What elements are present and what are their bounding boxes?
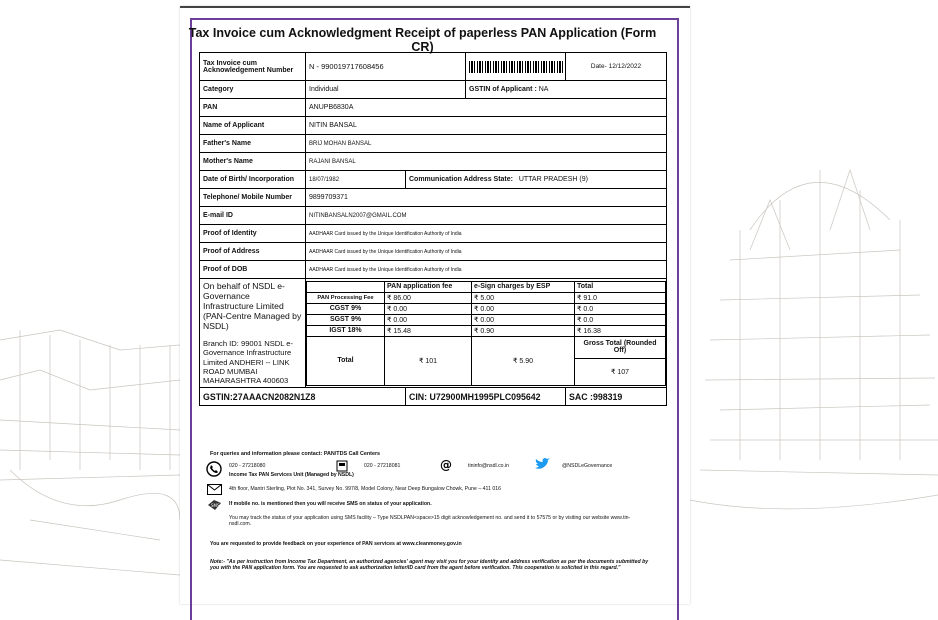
feedback-text: You are requested to provide feedback on your experience of PAN services at www.cleanmoney.gov.in (210, 541, 462, 547)
fee-row-pan: ₹ 15.48 (385, 325, 472, 336)
fee-row-total: ₹ 0.0 (575, 303, 666, 314)
twitter-handle: @NSDLeGovernance (562, 463, 613, 469)
barcode (466, 53, 566, 81)
fee-header-row (307, 281, 666, 292)
invoice-page (180, 6, 690, 604)
gstin-applicant-label: GSTIN of Applicant : (469, 86, 537, 93)
fee-total-pan: ₹ 101 (385, 336, 472, 385)
fee-header-total: Total (575, 281, 666, 292)
fee-row-esign: ₹ 0.00 (472, 303, 575, 314)
fee-row-total: ₹ 91.0 (575, 292, 666, 303)
poa-label: Proof of Address (200, 243, 306, 261)
row-category (200, 81, 667, 99)
row-phone (200, 189, 667, 207)
date-value: Date- 12/12/2022 (566, 53, 667, 81)
sms-icon (207, 499, 222, 511)
row-father (200, 135, 667, 153)
category-value: Individual (306, 81, 466, 99)
row-email (200, 207, 667, 225)
fee-row-total: ₹ 0.0 (575, 314, 666, 325)
fee-row-pan: ₹ 0.00 (385, 314, 472, 325)
fee-table (306, 281, 666, 386)
pod-value: AADHAAR Card issued by the Unique Identification Authority of India (306, 261, 667, 279)
row-fees (200, 279, 667, 388)
father-label: Father's Name (200, 135, 306, 153)
email-value: NITINBANSALN2007@GMAIL.COM (306, 207, 667, 225)
pod-label: Proof of DOB (200, 261, 306, 279)
note-text: Note:- "As per instruction from Income Tax Department, an authorized agencies' agent may visit you for your identity and address verification as per the documents submitted by you with the PAN application form. You are requested to ask authorization letter/ID card from the agent before verification. This cooperation is solicited in this regard." (210, 559, 649, 571)
address-icon (207, 484, 222, 495)
fee-row-total: ₹ 16.38 (575, 325, 666, 336)
fee-row-esign: ₹ 0.90 (472, 325, 575, 336)
gstin-applicant-value: NA (538, 86, 549, 93)
phone-icon (206, 461, 222, 477)
fee-row-esign: ₹ 0.00 (472, 314, 575, 325)
fee-row-label: SGST 9% (307, 314, 385, 325)
contact-heading: For queries and information please contact: PAN/TDS Call Centers (210, 451, 381, 457)
comm-state-value: UTTAR PRADESH (9) (518, 176, 588, 183)
phone-label: Telephone/ Mobile Number (200, 189, 306, 207)
name-value: NITIN BANSAL (306, 117, 667, 135)
sms-instructions: You may track the status of your application using SMS facility – Type NSDLPAN<space>15 digit acknowledgement no. and send it to 57575 or by visiting our website www.tin-nsdl.com. (229, 515, 631, 527)
gross-total-value: ₹ 107 (575, 359, 666, 386)
comm-state (406, 171, 667, 189)
mother-label: Mother's Name (200, 153, 306, 171)
category-label: Category (200, 81, 306, 99)
row-name (200, 117, 667, 135)
application-details-table (199, 52, 667, 406)
phone-number: 020 - 27218080 (229, 463, 266, 469)
fee-header-pan: PAN application fee (385, 281, 472, 292)
fee-row-pan: ₹ 86.00 (385, 292, 472, 303)
fee-row (307, 303, 666, 314)
issuer-block (200, 279, 306, 388)
gstin-line: GSTIN:27AAACN2082N1Z8 (200, 388, 406, 406)
ack-value (306, 53, 466, 81)
fee-gross-row (307, 336, 666, 358)
dob-label: Date of Birth/ Incorporation (200, 171, 306, 189)
sms-heading: If mobile no. is mentioned then you will receive SMS on status of your application. (229, 501, 432, 507)
barcode-image (469, 61, 567, 73)
email-icon (439, 458, 453, 472)
twitter-icon (534, 457, 550, 471)
father-value: BRIJ MOHAN BANSAL (306, 135, 667, 153)
fee-row (307, 325, 666, 336)
gross-total-label: Gross Total (Rounded Off) (575, 336, 666, 358)
row-poa (200, 243, 667, 261)
fax-number: 020 - 27218081 (364, 463, 401, 469)
fee-row-label: IGST 18% (307, 325, 385, 336)
mother-value: RAJANI BANSAL (306, 153, 667, 171)
name-label: Name of Applicant (200, 117, 306, 135)
svg-text:SMS: SMS (211, 503, 220, 508)
phone-value: 9899709371 (306, 189, 667, 207)
row-ack (200, 53, 667, 81)
fee-row (307, 292, 666, 303)
sac-line: SAC :998319 (566, 388, 667, 406)
on-behalf-text: On behalf of NSDL e-Governance Infrastructure Limited (PAN-Centre Managed by NSDL) (203, 281, 302, 331)
email-label: E-mail ID (200, 207, 306, 225)
pan-label: PAN (200, 99, 306, 117)
row-gstin (200, 388, 667, 406)
fee-header-esign: e-Sign charges by ESP (472, 281, 575, 292)
fee-row-esign: ₹ 5.00 (472, 292, 575, 303)
row-pan (200, 99, 667, 117)
svg-text:@: @ (440, 458, 452, 472)
email-address: tininfo@nsdl.co.in (468, 463, 510, 469)
fax-icon (336, 460, 348, 472)
background-sketch-left (0, 0, 180, 602)
gstin-applicant (466, 81, 667, 99)
pan-value: ANUPB6830A (306, 99, 667, 117)
poa-value: AADHAAR Card issued by the Unique Identification Authority of India (306, 243, 667, 261)
fee-total-esign: ₹ 5.90 (472, 336, 575, 385)
unit-name: Income Tax PAN Services Unit (Managed by NSDL) (229, 472, 354, 478)
ack-label: Tax Invoice cum Acknowledgement Number (200, 53, 306, 81)
fee-row-label: PAN Processing Fee (307, 292, 385, 303)
fee-total-label: Total (307, 336, 385, 385)
poi-value: AADHAAR Card issued by the Unique Identification Authority of India (306, 225, 667, 243)
document-title: Tax Invoice cum Acknowledgment Receipt of paperless PAN Application (Form CR) (188, 26, 657, 54)
row-poi (200, 225, 667, 243)
dob-value: 18/07/1982 (306, 171, 406, 189)
poi-label: Proof of Identity (200, 225, 306, 243)
ack-number: N - 990019717608456 (309, 62, 384, 71)
row-mother (200, 153, 667, 171)
postal-address: 4th floor, Mantri Sterling, Plot No. 341, Survey No. 997/8, Model Colony, Near Deep Bungalow Chowk, Pune – 411 016 (229, 486, 502, 492)
fee-row (307, 314, 666, 325)
fee-header-blank (307, 281, 385, 292)
fee-cell (306, 279, 667, 388)
cin-line: CIN: U72900MH1995PLC095642 (406, 388, 566, 406)
row-pod (200, 261, 667, 279)
fee-row-label: CGST 9% (307, 303, 385, 314)
row-dob (200, 171, 667, 189)
background-sketch-right (690, 0, 938, 602)
comm-state-label: Communication Address State: (409, 176, 513, 183)
fee-row-pan: ₹ 0.00 (385, 303, 472, 314)
branch-text: Branch ID: 99001 NSDL e-Governance Infrastructure Limited ANDHERI -- LINK ROAD MUMBAI MAHARASHTRA 400603 (203, 339, 294, 386)
